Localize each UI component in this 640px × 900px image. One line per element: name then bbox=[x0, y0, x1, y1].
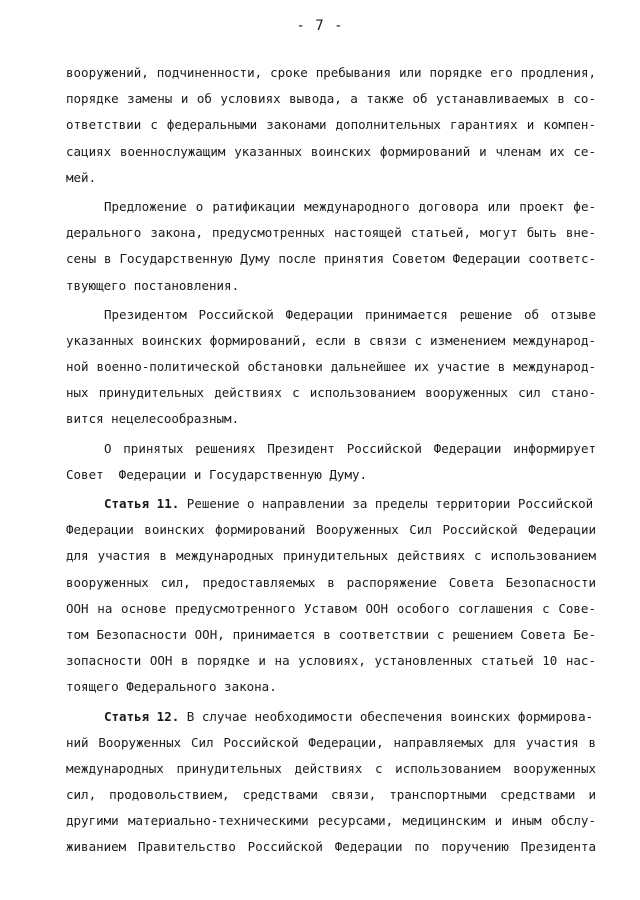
text-line: живанием Правительство Российской Федерации по поручению Президента bbox=[66, 839, 596, 855]
page-number: - 7 - bbox=[296, 18, 344, 34]
paragraph-continuation bbox=[66, 60, 596, 191]
text-line bbox=[66, 704, 596, 730]
article-heading: Статья 11. bbox=[104, 496, 180, 511]
paragraph-recall bbox=[66, 302, 596, 433]
text-line: ответствии с федеральными законами дополнительных гарантиях и компен- bbox=[66, 117, 596, 133]
text-line: ООН на основе предусмотренного Уставом ООН особого соглашения с Сове- bbox=[66, 600, 596, 616]
text-line: другими материально-техническими ресурсами, медицинским и иным обслу- bbox=[66, 813, 596, 829]
text-line: для участия в международных принудительных действиях с использованием bbox=[66, 548, 596, 564]
text-line: мей. bbox=[66, 169, 97, 185]
text-line: вооруженных сил, предоставляемых в распоряжение Совета Безопасности bbox=[66, 574, 596, 590]
document-body bbox=[66, 60, 596, 861]
text-span: В случае необходимости обеспечения воинских формирова- bbox=[179, 708, 594, 724]
text-line: ной военно-политической обстановки дальнейшее их участие в международ- bbox=[66, 359, 596, 375]
text-line: зопасности ООН в порядке и на условиях, установленных статьей 10 нас- bbox=[66, 653, 596, 669]
text-span: Решение о направлении за пределы территории Российской bbox=[179, 496, 594, 511]
text-line: Предложение о ратификации международного договора или проект фе- bbox=[104, 198, 596, 214]
article-heading: Статья 12. bbox=[104, 708, 180, 724]
text-line bbox=[66, 491, 596, 517]
article-12 bbox=[66, 704, 596, 861]
text-line: порядке замены и об условиях вывода, а также об устанавливаемых в со- bbox=[66, 91, 596, 107]
text-line: ных принудительных действиях с использованием вооруженных сил стано- bbox=[66, 385, 596, 401]
text-line: Президентом Российской Федерации принимается решение об отзыве bbox=[104, 306, 596, 322]
text-line: международных принудительных действиях с использованием вооруженных bbox=[66, 760, 596, 776]
text-line: вится нецелесообразным. bbox=[66, 411, 240, 427]
text-line: сил, продовольствием, средствами связи, транспортными средствами и bbox=[66, 787, 596, 803]
text-line: сены в Государственную Думу после принятия Советом Федерации соответс- bbox=[66, 251, 596, 267]
text-line: вооружений, подчиненности, сроке пребывания или порядке его продления, bbox=[66, 65, 596, 80]
text-line: О принятых решениях Президент Российской Федерации информирует bbox=[104, 440, 596, 456]
text-line: том Безопасности ООН, принимается в соответствии с решением Совета Бе- bbox=[66, 626, 596, 642]
text-line: Совет Федерации и Государственную Думу. bbox=[66, 466, 368, 482]
paragraph-ratification bbox=[66, 194, 596, 299]
text-line: твующего постановления. bbox=[66, 277, 240, 293]
text-line: ний Вооруженных Сил Российской Федерации, направляемых для участия в bbox=[66, 734, 596, 750]
text-line: сациях военнослужащим указанных воинских формирований и членам их се- bbox=[66, 143, 596, 159]
article-11 bbox=[66, 491, 596, 701]
text-line: дерального закона, предусмотренных настоящей статьей, могут быть вне- bbox=[66, 225, 596, 241]
text-line: тоящего Федерального закона. bbox=[66, 679, 277, 695]
paragraph-inform bbox=[66, 436, 596, 488]
text-line: Федерации воинских формирований Вооруженных Сил Российской Федерации bbox=[66, 522, 596, 538]
text-line: указанных воинских формирований, если в связи с изменением международ- bbox=[66, 332, 596, 348]
